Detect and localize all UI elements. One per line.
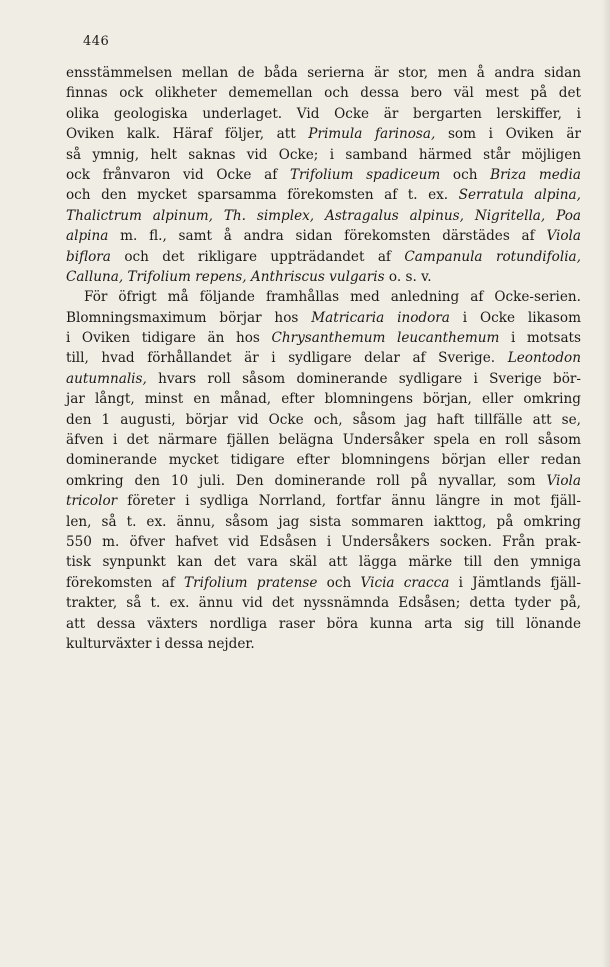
italic-text-segment: Campanula rotundifolia, bbox=[404, 248, 581, 265]
text-line bbox=[66, 491, 581, 511]
text-segment: m. fl., samt å andra sidan förekomsten därstädes af bbox=[108, 228, 547, 245]
text-line bbox=[66, 532, 581, 552]
text-segment: företer i sydliga Norrland, fortfar ännu längre in mot fjäll- bbox=[117, 493, 581, 510]
text-segment: omkring den 10 juli. Den dominerande roll på nyvallar, som bbox=[66, 472, 547, 489]
text-line bbox=[66, 165, 581, 185]
text-segment: i motsats bbox=[499, 330, 581, 347]
text-segment: och bbox=[317, 574, 361, 591]
page-edge-shadow bbox=[602, 0, 610, 967]
italic-text-segment: Thalictrum alpinum, Th. simplex, Astragalus alpinus, Nigritella, Poa bbox=[66, 207, 581, 224]
italic-text-segment: autumnalis, bbox=[66, 370, 147, 387]
text-line bbox=[66, 471, 581, 491]
text-line bbox=[66, 369, 581, 389]
italic-text-segment: alpina bbox=[66, 228, 109, 245]
text-segment: och det rikligare uppträdandet af bbox=[110, 248, 405, 265]
text-line bbox=[66, 348, 581, 368]
text-segment: len, så t. ex. ännu, såsom jag sista sommaren iakttog, på omkring bbox=[66, 513, 581, 530]
text-segment: ensstämmelsen mellan de båda serierna är stor, men å andra sidan bbox=[66, 65, 581, 81]
text-segment: jar långt, minst en månad, efter blomningens början, eller omkring bbox=[66, 391, 581, 408]
italic-text-segment: biflora bbox=[66, 248, 111, 265]
text-segment: trakter, så t. ex. ännu vid det nyssnämnda Edsåsen; detta tyder på, bbox=[66, 595, 581, 612]
text-line bbox=[66, 185, 581, 205]
italic-text-segment: Chrysanthemum leucanthemum bbox=[271, 330, 500, 347]
text-segment: kulturväxter i dessa nejder. bbox=[66, 635, 255, 652]
text-line bbox=[66, 593, 581, 613]
text-segment: att dessa växters nordliga raser böra kunna arta sig till lönande bbox=[66, 615, 581, 632]
italic-text-segment: Primula farinosa, bbox=[308, 126, 436, 143]
text-line bbox=[66, 430, 581, 450]
italic-text-segment: Leontodon bbox=[507, 350, 581, 367]
text-segment: tisk synpunkt kan det vara skäl att lägga märke till den ymniga bbox=[66, 554, 581, 571]
text-segment: förekomsten af bbox=[66, 574, 185, 591]
text-line bbox=[66, 614, 581, 634]
text-segment: 550 m. öfver hafvet vid Edsåsen i Undersåkers socken. Från prak- bbox=[66, 533, 581, 550]
italic-text-segment: Viola bbox=[546, 228, 581, 245]
text-line bbox=[66, 206, 581, 226]
text-segment: Blomningsmaximum börjar hos bbox=[66, 309, 312, 326]
text-line bbox=[66, 124, 581, 144]
text-line bbox=[66, 267, 581, 287]
text-segment: Oviken kalk. Häraf följer, att bbox=[66, 126, 309, 143]
text-line bbox=[66, 287, 581, 307]
text-line bbox=[66, 63, 581, 83]
text-segment: dominerande mycket tidigare efter blomningens början eller redan bbox=[66, 452, 581, 469]
text-line bbox=[66, 573, 581, 593]
text-segment: ock frånvaron vid Ocke af bbox=[66, 166, 290, 183]
italic-text-segment: Trifolium spadiceum bbox=[289, 166, 441, 183]
text-line bbox=[66, 145, 581, 165]
page-number: 446 bbox=[83, 34, 110, 49]
text-line bbox=[66, 410, 581, 430]
italic-text-segment: Viola bbox=[546, 472, 581, 489]
italic-text-segment: tricolor bbox=[66, 493, 118, 510]
text-line bbox=[66, 308, 581, 328]
text-line bbox=[66, 634, 581, 654]
text-line bbox=[66, 104, 581, 124]
text-segment: o. s. v. bbox=[384, 268, 432, 285]
text-segment: den 1 augusti, börjar vid Ocke och, såsom jag haft tillfälle att se, bbox=[66, 411, 581, 428]
text-segment: i Ocke likasom bbox=[449, 309, 581, 326]
text-segment: i Jämtlands fjäll- bbox=[449, 574, 582, 591]
text-segment: hvars roll såsom dominerande sydligare i Sverige bör- bbox=[146, 370, 581, 387]
text-line bbox=[66, 389, 581, 409]
text-segment: och den mycket sparsamma förekomsten af t. ex. bbox=[66, 187, 459, 204]
italic-text-segment: Calluna, Trifolium repens, Anthriscus vulgaris bbox=[66, 268, 385, 285]
text-segment: till, hvad förhållandet är i sydligare delar af Sverige. bbox=[66, 350, 508, 367]
italic-text-segment: Serratula alpina, bbox=[458, 187, 581, 204]
text-line bbox=[66, 226, 581, 246]
text-line bbox=[66, 512, 581, 532]
italic-text-segment: Matricaria inodora bbox=[311, 309, 450, 326]
text-segment: För öfrigt må följande framhållas med anledning af Ocke-serien. bbox=[84, 289, 581, 306]
text-line bbox=[66, 328, 581, 348]
text-line bbox=[66, 450, 581, 470]
text-segment: som i Oviken är bbox=[435, 126, 581, 143]
text-segment: och bbox=[440, 166, 491, 183]
text-line bbox=[66, 83, 581, 103]
text-line bbox=[66, 247, 581, 267]
italic-text-segment: Briza media bbox=[490, 166, 581, 183]
text-segment: finnas ock olikheter dememellan och dessa bero väl mest på det bbox=[66, 85, 581, 102]
text-segment: i Oviken tidigare än hos bbox=[66, 330, 272, 347]
text-segment: så ymnig, helt saknas vid Ocke; i samband härmed står möjligen bbox=[66, 146, 581, 163]
body-text bbox=[66, 63, 581, 654]
italic-text-segment: Trifolium pratense bbox=[184, 574, 318, 591]
italic-text-segment: Vicia cracca bbox=[360, 574, 450, 591]
text-segment: olika geologiska underlaget. Vid Ocke är bergarten lerskiffer, i bbox=[66, 105, 581, 122]
text-line bbox=[66, 552, 581, 572]
text-segment: äfven i det närmare fjällen belägna Undersåker spela en roll såsom bbox=[66, 432, 581, 449]
